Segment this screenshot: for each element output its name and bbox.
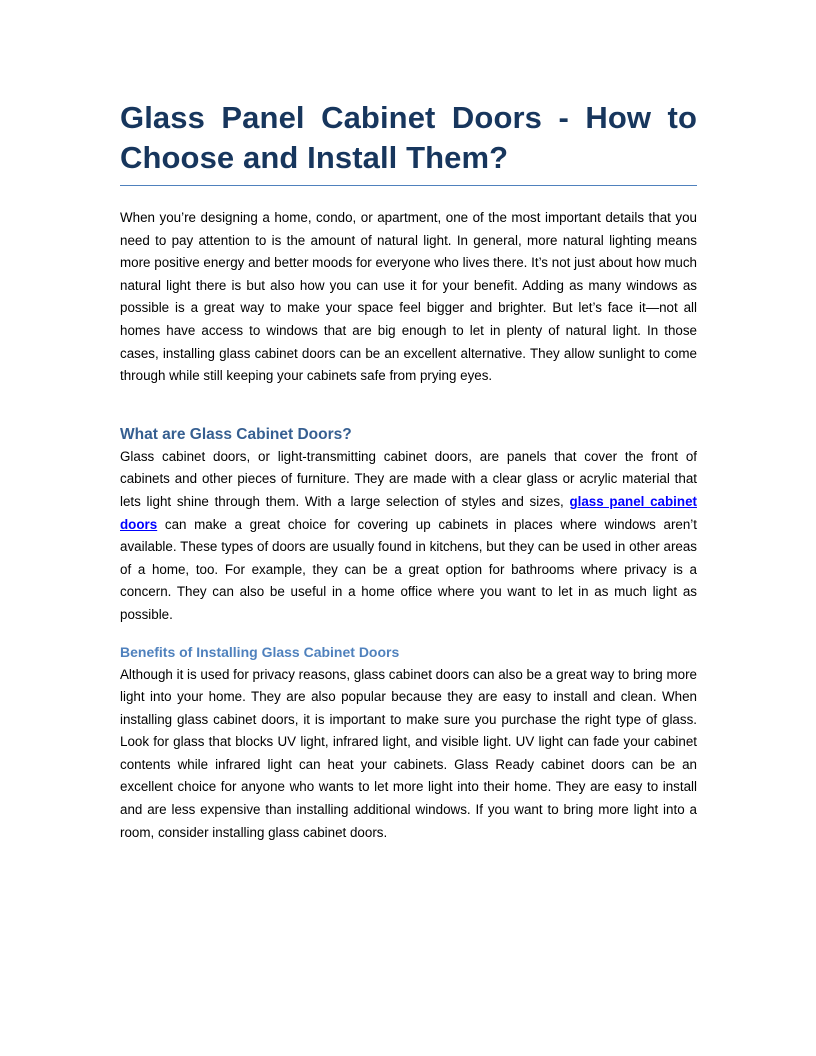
intro-paragraph: When you’re designing a home, condo, or apartment, one of the most important details that you need to pay attention to is the amount of natural light. In general, more natural lighting means more positive energy and better moods for everyone who lives there. It’s not just about how much natural light there is but also how you can use it for your benefit. Adding as many windows as possible is a great way to make your space feel bigger and brighter. But let’s face it—not all homes have access to windows that are big enough to let in plenty of natural light. In those cases, installing glass cabinet doors can be an excellent alternative. They allow sunlight to come through while still keeping your cabinets safe from prying eyes. [120,210,697,384]
document-page [120,98,697,844]
document-title: Glass Panel Cabinet Doors - How to Choose and Install Them? [120,98,697,186]
section-paragraph-what-are [120,446,697,627]
section-heading-benefits: Benefits of Installing Glass Cabinet Doors [120,643,400,660]
paragraph-text-before-link: Glass cabinet doors, or light-transmitting cabinet doors, are panels that cover the front of cabinets and other pieces of furniture. They are made with a clear glass or acrylic material that lets light shine through them. With a large selection of styles and sizes, [120,448,697,509]
section-paragraph-benefits: Although it is used for privacy reasons, glass cabinet doors can also be a great way to bring more light into your home. They are also popular because they are easy to install and clean. When installing glass cabinet doors, it is important to make sure you purchase the right type of glass. Look for glass that blocks UV light, infrared light, and visible light. UV light can fade your cabinet contents while infrared light can heat your cabinets. Glass Ready cabinet doors can be an excellent choice for anyone who wants to let more light into their home. They are easy to install and are less expensive than installing additional windows. If you want to bring more light into a room, consider installing glass cabinet doors. [120,666,697,840]
paragraph-text-after-link: can make a great choice for covering up cabinets in places where windows aren’t available. These types of doors are usually found in kitchens, but they can be used in other areas of a home, too. For example, they can be a great option for bathrooms where privacy is a concern. They can also be useful in a home office where you want to let in as much light as possible. [120,516,697,622]
section-heading-what-are: What are Glass Cabinet Doors? [120,425,352,443]
glass-panel-cabinet-doors-link[interactable]: glass panel cabinet doors [120,493,697,532]
